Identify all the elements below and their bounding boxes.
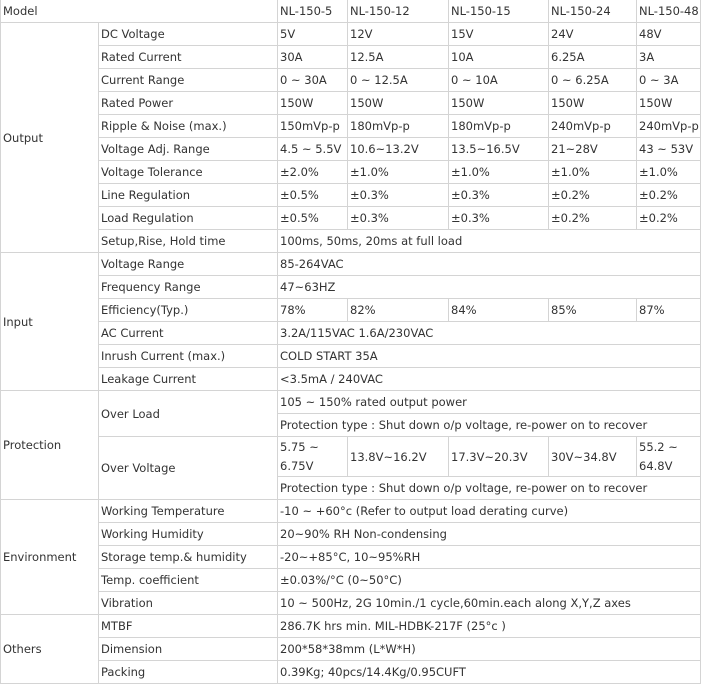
spec-label: Rated Current bbox=[99, 46, 278, 69]
spec-value: 12.5A bbox=[348, 46, 449, 69]
spec-row bbox=[1, 69, 701, 92]
spec-value: 13.5~16.5V bbox=[449, 138, 549, 161]
model-name: NL-150-48 bbox=[637, 0, 701, 23]
spec-value: 0 ~ 3A bbox=[637, 69, 701, 92]
spec-value: 15V bbox=[449, 23, 549, 46]
spec-value: 4.5 ~ 5.5V bbox=[278, 138, 348, 161]
spec-value: 0 ~ 30A bbox=[278, 69, 348, 92]
spec-value: 10.6~13.2V bbox=[348, 138, 449, 161]
spec-value-span: 3.2A/115VAC 1.6A/230VAC bbox=[278, 322, 701, 345]
spec-value: 48V bbox=[637, 23, 701, 46]
spec-row bbox=[1, 546, 701, 569]
spec-row bbox=[1, 345, 701, 368]
spec-value-span: 85-264VAC bbox=[278, 253, 701, 276]
spec-value-span: 0.39Kg; 40pcs/14.4Kg/0.95CUFT bbox=[278, 661, 701, 684]
spec-value: ±1.0% bbox=[348, 161, 449, 184]
spec-row bbox=[1, 299, 701, 322]
spec-label: Setup,Rise, Hold time bbox=[99, 230, 278, 253]
spec-value-span: 286.7K hrs min. MIL-HDBK-217F (25°c ) bbox=[278, 615, 701, 638]
spec-label: Dimension bbox=[99, 638, 278, 661]
spec-label: Current Range bbox=[99, 69, 278, 92]
category-output: Output bbox=[1, 23, 99, 253]
spec-value-span: 100ms, 50ms, 20ms at full load bbox=[278, 230, 701, 253]
spec-value: 150W bbox=[449, 92, 549, 115]
spec-value: 24V bbox=[549, 23, 637, 46]
spec-value: 30V~34.8V bbox=[549, 437, 637, 477]
spec-row bbox=[1, 615, 701, 638]
spec-value-span: 20~90% RH Non-condensing bbox=[278, 523, 701, 546]
spec-value: 180mVp-p bbox=[449, 115, 549, 138]
model-name: NL-150-15 bbox=[449, 0, 549, 23]
spec-label: Ripple & Noise (max.) bbox=[99, 115, 278, 138]
spec-value: 17.3V~20.3V bbox=[449, 437, 549, 477]
spec-value: 5.75 ~ 6.75V bbox=[278, 437, 348, 477]
spec-value: 150W bbox=[278, 92, 348, 115]
spec-label: Over Voltage bbox=[99, 437, 278, 500]
spec-label: Storage temp.& humidity bbox=[99, 546, 278, 569]
spec-label: Vibration bbox=[99, 592, 278, 615]
spec-row bbox=[1, 276, 701, 299]
spec-row bbox=[1, 592, 701, 615]
spec-value: 240mVp-p bbox=[549, 115, 637, 138]
spec-label: Temp. coefficient bbox=[99, 569, 278, 592]
spec-row bbox=[1, 569, 701, 592]
spec-value: 82% bbox=[348, 299, 449, 322]
spec-label: Rated Power bbox=[99, 92, 278, 115]
spec-label: Voltage Adj. Range bbox=[99, 138, 278, 161]
spec-value: 87% bbox=[637, 299, 701, 322]
spec-value: ±0.5% bbox=[278, 184, 348, 207]
spec-value-span: 47~63HZ bbox=[278, 276, 701, 299]
category-input: Input bbox=[1, 253, 99, 391]
spec-value: 3A bbox=[637, 46, 701, 69]
spec-row bbox=[1, 500, 701, 523]
spec-value: 85% bbox=[549, 299, 637, 322]
spec-row bbox=[1, 368, 701, 391]
spec-value: ±1.0% bbox=[637, 161, 701, 184]
spec-row bbox=[1, 437, 701, 477]
spec-value-span: <3.5mA / 240VAC bbox=[278, 368, 701, 391]
spec-label: Packing bbox=[99, 661, 278, 684]
spec-value: ±0.3% bbox=[348, 184, 449, 207]
category-environment: Environment bbox=[1, 500, 99, 615]
spec-row bbox=[1, 391, 701, 414]
spec-value: 55.2 ~ 64.8V bbox=[637, 437, 701, 477]
spec-value: 30A bbox=[278, 46, 348, 69]
spec-row bbox=[1, 661, 701, 684]
spec-row bbox=[1, 161, 701, 184]
spec-row bbox=[1, 46, 701, 69]
spec-row bbox=[1, 23, 701, 46]
spec-value: 150W bbox=[348, 92, 449, 115]
spec-row bbox=[1, 230, 701, 253]
spec-value-span: ±0.03%/°C (0~50°C) bbox=[278, 569, 701, 592]
model-name: NL-150-24 bbox=[549, 0, 637, 23]
spec-value: 78% bbox=[278, 299, 348, 322]
spec-value: 6.25A bbox=[549, 46, 637, 69]
spec-label: Frequency Range bbox=[99, 276, 278, 299]
model-name: NL-150-12 bbox=[348, 0, 449, 23]
spec-value-span: 105 ~ 150% rated output power bbox=[278, 391, 701, 414]
spec-value-span: 200*58*38mm (L*W*H) bbox=[278, 638, 701, 661]
spec-value: ±2.0% bbox=[278, 161, 348, 184]
spec-value-span: -20~+85°C, 10~95%RH bbox=[278, 546, 701, 569]
spec-value: 150W bbox=[637, 92, 701, 115]
spec-value: 150mVp-p bbox=[278, 115, 348, 138]
spec-value: 21~28V bbox=[549, 138, 637, 161]
spec-label: Inrush Current (max.) bbox=[99, 345, 278, 368]
spec-row bbox=[1, 523, 701, 546]
spec-value: ±0.3% bbox=[449, 207, 549, 230]
spec-label: Efficiency(Typ.) bbox=[99, 299, 278, 322]
spec-row bbox=[1, 638, 701, 661]
spec-value: ±0.5% bbox=[278, 207, 348, 230]
header-row bbox=[1, 0, 701, 23]
spec-value-span: -10 ~ +60°c (Refer to output load derating curve) bbox=[278, 500, 701, 523]
spec-value: 150W bbox=[549, 92, 637, 115]
spec-value: 0 ~ 6.25A bbox=[549, 69, 637, 92]
spec-label: Voltage Range bbox=[99, 253, 278, 276]
spec-value: 12V bbox=[348, 23, 449, 46]
spec-value-span: Protection type : Shut down o/p voltage, re-power on to recover bbox=[278, 414, 701, 437]
spec-label: Over Load bbox=[99, 391, 278, 437]
spec-row bbox=[1, 92, 701, 115]
spec-value: ±0.2% bbox=[637, 207, 701, 230]
spec-label: MTBF bbox=[99, 615, 278, 638]
spec-value: 180mVp-p bbox=[348, 115, 449, 138]
spec-value: ±0.3% bbox=[449, 184, 549, 207]
spec-value-span: COLD START 35A bbox=[278, 345, 701, 368]
spec-label: Voltage Tolerance bbox=[99, 161, 278, 184]
spec-value: ±0.2% bbox=[549, 184, 637, 207]
spec-row bbox=[1, 207, 701, 230]
spec-value: 5V bbox=[278, 23, 348, 46]
spec-value: ±1.0% bbox=[449, 161, 549, 184]
spec-label: Working Humidity bbox=[99, 523, 278, 546]
spec-value-span: 10 ~ 500Hz, 2G 10min./1 cycle,60min.each along X,Y,Z axes bbox=[278, 592, 701, 615]
category-others: Others bbox=[1, 615, 99, 684]
spec-row bbox=[1, 184, 701, 207]
spec-label: Load Regulation bbox=[99, 207, 278, 230]
spec-value: ±0.2% bbox=[549, 207, 637, 230]
spec-label: DC Voltage bbox=[99, 23, 278, 46]
model-header-label: Model bbox=[1, 0, 278, 23]
spec-label: Working Temperature bbox=[99, 500, 278, 523]
spec-value-span: Protection type : Shut down o/p voltage, re-power on to recover bbox=[278, 477, 701, 500]
spec-value: 43 ~ 53V bbox=[637, 138, 701, 161]
spec-row bbox=[1, 115, 701, 138]
spec-value: 240mVp-p bbox=[637, 115, 701, 138]
spec-value: 13.8V~16.2V bbox=[348, 437, 449, 477]
spec-value: 0 ~ 12.5A bbox=[348, 69, 449, 92]
model-name: NL-150-5 bbox=[278, 0, 348, 23]
spec-value: ±0.2% bbox=[637, 184, 701, 207]
spec-row bbox=[1, 138, 701, 161]
spec-label: Line Regulation bbox=[99, 184, 278, 207]
spec-value: ±1.0% bbox=[549, 161, 637, 184]
spec-value: 0 ~ 10A bbox=[449, 69, 549, 92]
spec-row bbox=[1, 322, 701, 345]
category-protection: Protection bbox=[1, 391, 99, 500]
spec-value: 84% bbox=[449, 299, 549, 322]
spec-value: 10A bbox=[449, 46, 549, 69]
spec-value: ±0.3% bbox=[348, 207, 449, 230]
spec-label: Leakage Current bbox=[99, 368, 278, 391]
spec-row bbox=[1, 253, 701, 276]
spec-label: AC Current bbox=[99, 322, 278, 345]
